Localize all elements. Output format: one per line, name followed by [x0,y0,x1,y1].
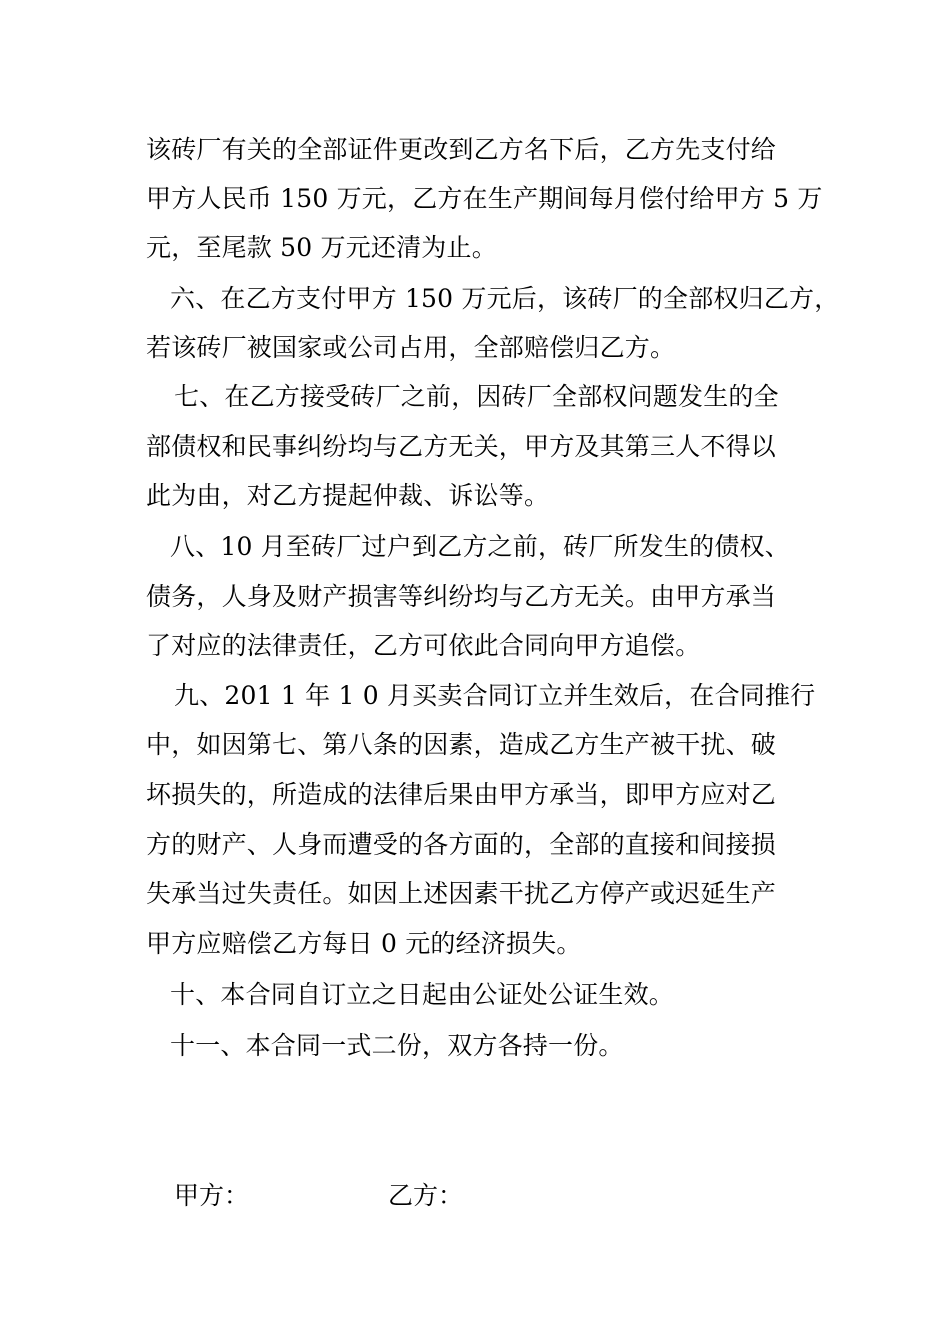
clause-8-line: 八、10 月至砖厂过户到乙方之前，砖厂所发生的债权、 [170,532,790,561]
body-line: 若该砖厂被国家或公司占用，全部赔偿归乙方。 [146,333,676,362]
body-line: 部债权和民事纠纷均与乙方无关，甲方及其第三人不得以 [146,432,777,461]
clause-6-line: 六、在乙方支付甲方 150 万元后，该砖厂的全部权归乙方， [170,284,840,313]
clause-9-line: 九、201 1 年 1 0 月买卖合同订立并生效后，在合同推行 [174,681,816,710]
body-line: 失承当过失责任。如因上述因素干扰乙方停产或迟延生产 [146,879,777,908]
body-line: 此为由，对乙方提起仲裁、诉讼等。 [146,481,550,510]
clause-11-line: 十一、本合同一式二份，双方各持一份。 [170,1031,624,1060]
body-line: 方的财产、人身而遭受的各方面的，全部的直接和间接损 [146,830,777,859]
body-line: 了对应的法律责任，乙方可依此合同向甲方追偿。 [146,631,701,660]
body-line: 甲方应赔偿乙方每日 0 元的经济损失。 [146,929,582,958]
party-a-signature-label: 甲方： [174,1181,250,1210]
body-line: 元，至尾款 50 万元还清为止。 [146,233,497,262]
body-line: 债务，人身及财产损害等纠纷均与乙方无关。由甲方承当 [146,582,777,611]
party-b-signature-label: 乙方： [388,1181,464,1210]
body-line: 坏损失的，所造成的法律后果由甲方承当，即甲方应对乙 [146,780,777,809]
body-line: 中，如因第七、第八条的因素，造成乙方生产被干扰、破 [146,730,777,759]
clause-7-line: 七、在乙方接受砖厂之前，因砖厂全部权问题发生的全 [174,382,779,411]
body-line: 甲方人民币 150 万元，乙方在生产期间每月偿付给甲方 5 万 [146,184,823,213]
clause-10-line: 十、本合同自订立之日起由公证处公证生效。 [170,980,675,1009]
body-line: 该砖厂有关的全部证件更改到乙方名下后，乙方先支付给 [146,135,777,164]
